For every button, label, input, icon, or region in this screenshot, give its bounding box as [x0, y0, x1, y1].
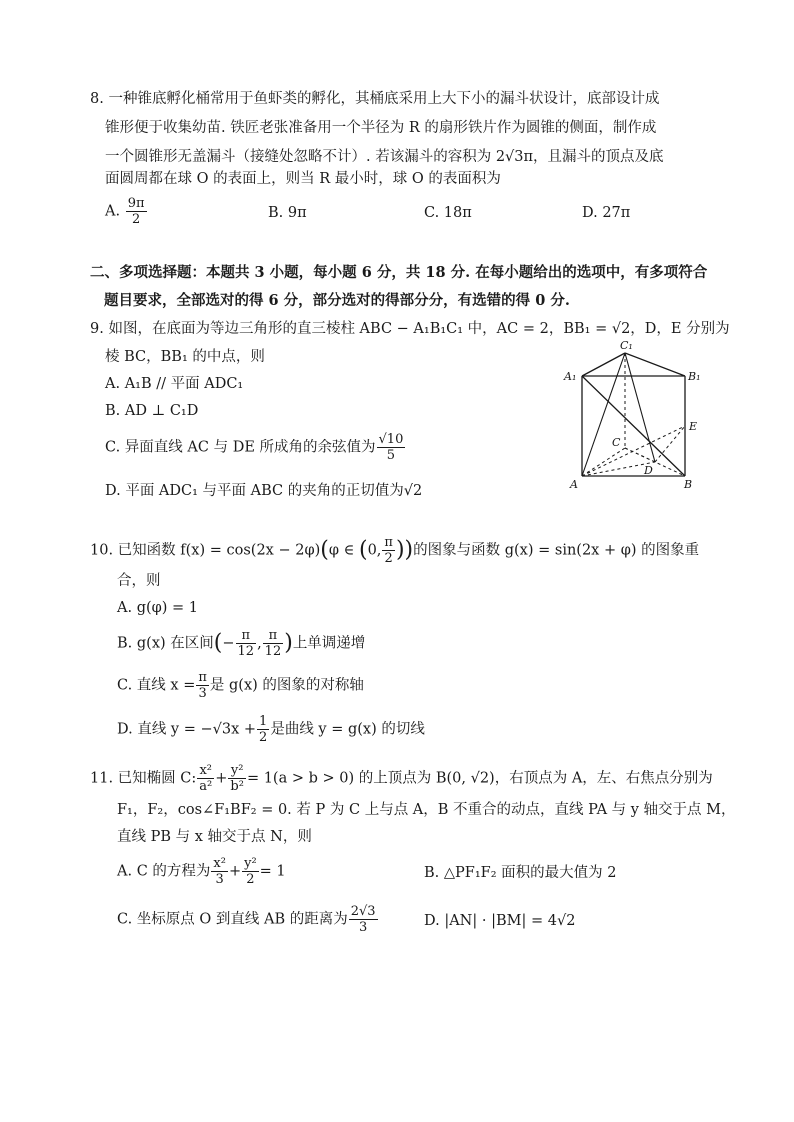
q11-option-a-2: 2 — [246, 872, 255, 887]
label-b1: B₁ — [688, 370, 701, 383]
q10-option-b: B. g(x) 在区间(− $\frac{\pi}{12}$ , $\frac{\pi}{12}$ )上单调递增 — [117, 628, 366, 659]
q10-option-c-text-a: C. 直线 x = — [117, 677, 196, 694]
label-d: D — [644, 464, 653, 477]
q11-line1-fraction-x — [197, 763, 214, 794]
q11-option-a: A. C 的方程为 $\frac{\text{x²}}{3}$ + $\frac{\text{y²}}{2}$ = 1 — [117, 856, 286, 887]
q11-option-a-text-a: A. C 的方程为 — [117, 863, 211, 880]
q9-option-d: D. 平面 ADC₁ 与平面 ABC 的夹角的正切值为√2 — [105, 483, 423, 499]
q10-option-d — [117, 714, 425, 745]
label-e: E — [689, 420, 698, 433]
q9-prism-figure — [560, 338, 710, 490]
q11-option-c-denominator: 3 — [359, 920, 368, 935]
q11-option-a-text-b: = 1 — [259, 863, 286, 880]
q10-option-b-num1: π — [236, 628, 257, 644]
q11-line1: 11. 已知椭圆 C: $\frac{\text{x²}}{\text{a²}}$ + $\frac{\text{y²}}{\text{b²}}$ = 1(a > b > 0) 的上顶点为 B(0, √2)，右顶点为 A，左、右焦点分别为 — [90, 763, 713, 794]
q9-line2: 棱 BC，BB₁ 的中点，则 — [105, 349, 265, 365]
q10-option-c-numerator: π — [198, 670, 207, 685]
q10-option-b-fraction-2 — [263, 628, 284, 659]
q11-option-a-3: 3 — [215, 872, 224, 887]
q11-option-c-numerator: 2√3 — [350, 904, 376, 919]
label-a1: A₁ — [564, 370, 577, 383]
q10-option-b-den2: 12 — [264, 644, 282, 659]
q11-a2: a² — [199, 779, 213, 794]
q9-option-a: A. A₁B // 平面 ADC₁ — [105, 376, 244, 392]
q9-option-c-denominator: 5 — [386, 448, 396, 463]
q10-option-c — [117, 670, 364, 701]
q8-option-a-label: A. — [105, 203, 121, 220]
q10-line1-b: φ ∈ — [328, 542, 355, 559]
q9-option-c-numerator: √10 — [378, 432, 404, 447]
label-c: C — [612, 436, 621, 449]
q11-option-a-fraction-x — [211, 856, 228, 887]
q11-line2: F₁，F₂，cos∠F₁BF₂ = 0. 若 P 为 C 上与点 A，B 不重合的动点，直线 PA 与 y 轴交于点 M， — [117, 802, 736, 818]
q11-x2: x² — [197, 763, 214, 779]
q11-option-a-x2: x² — [213, 856, 226, 871]
q8-option-c: C. 18π — [424, 205, 472, 221]
section2-line1: 二、多项选择题：本题共 3 小题，每小题 6 分，共 18 分. 在每小题给出的选项中，有多项符合 — [90, 264, 708, 281]
q10-line1-numerator: π — [384, 535, 393, 550]
q10-option-d-numerator: 1 — [259, 714, 268, 729]
q11-line1-a: 11. 已知椭圆 C: — [90, 770, 197, 787]
q10-option-d-text-b: 是曲线 y = g(x) 的切线 — [270, 721, 425, 738]
q11-y2: y² — [228, 763, 246, 779]
q9-option-c-text: C. 异面直线 AC 与 DE 所成角的余弦值为 — [105, 439, 376, 456]
q11-line1-b: = 1(a > b > 0) 的上顶点为 B(0, √2)，右顶点为 A，左、右焦点分别为 — [246, 770, 713, 787]
q8-option-a-fraction — [126, 196, 147, 227]
section2-line2: 题目要求，全部选对的得 6 分，部分选对的得部分分，有选错的得 0 分. — [104, 292, 570, 309]
q8-option-b: B. 9π — [268, 205, 307, 221]
q8-option-d: D. 27π — [582, 205, 631, 221]
q10-line1-d: 的图象与函数 g(x) = sin(2x + φ) 的图象重 — [413, 542, 700, 559]
label-b: B — [684, 478, 693, 490]
label-c1: C₁ — [620, 339, 633, 352]
q8-line4: 面圆周都在球 O 的表面上，则当 R 最小时，球 O 的表面积为 — [105, 171, 501, 187]
q10-option-b-num2: π — [263, 628, 284, 644]
q8-option-a — [105, 196, 148, 227]
q10-option-d-text-a: D. 直线 y = −√3x + — [117, 721, 257, 738]
q11-option-b: B. △PF₁F₂ 面积的最大值为 2 — [424, 865, 617, 881]
q11-option-a-y2: y² — [244, 856, 257, 871]
q10-option-b-text-b: 上单调递增 — [292, 635, 366, 652]
label-a: A — [570, 478, 578, 490]
q10-line2: 合，则 — [117, 573, 161, 589]
q8-option-a-denominator: 2 — [131, 212, 141, 227]
q8-line1: 8. 一种锥底孵化桶常用于鱼虾类的孵化，其桶底采用上大下小的漏斗状设计，底部设计成 — [90, 91, 660, 107]
q10-line1-fraction — [382, 535, 395, 566]
q11-option-a-fraction-y — [242, 856, 259, 887]
q10-option-c-denominator: 3 — [198, 686, 207, 701]
q9-option-c — [105, 432, 406, 463]
q10-option-d-denominator: 2 — [259, 730, 268, 745]
q10-option-c-text-b: 是 g(x) 的图象的对称轴 — [209, 677, 364, 694]
q10-line1-a: 10. 已知函数 f(x) = cos(2x − 2φ) — [90, 542, 321, 559]
q11-option-c — [117, 904, 379, 935]
q10-option-c-fraction — [196, 670, 209, 701]
q11-line3: 直线 PB 与 x 轴交于点 N，则 — [117, 829, 312, 845]
q11-option-c-text: C. 坐标原点 O 到直线 AB 的距离为 — [117, 911, 348, 928]
q8-option-a-numerator: 9π — [127, 196, 145, 211]
q9-option-c-fraction — [377, 432, 406, 463]
q11-option-c-fraction — [349, 904, 378, 935]
q10-option-b-fraction-1 — [236, 628, 257, 659]
q11-option-d: D. |AN| · |BM| = 4√2 — [424, 913, 576, 929]
q10-option-b-den1: 12 — [237, 644, 255, 659]
q10-line1-denominator: 2 — [384, 551, 393, 566]
q10-option-b-text-a: B. g(x) 在区间 — [117, 635, 214, 652]
q11-b2: b² — [230, 779, 244, 794]
q8-line3: 一个圆锥形无盖漏斗（接缝处忽略不计）. 若该漏斗的容积为 2√3π，且漏斗的顶点及底 — [105, 149, 664, 165]
q10-option-a: A. g(φ) = 1 — [117, 600, 199, 616]
q9-line1: 9. 如图，在底面为等边三角形的直三棱柱 ABC − A₁B₁C₁ 中，AC = 2，BB₁ = √2，D，E 分别为 — [90, 321, 730, 337]
q9-option-b: B. AD ⊥ C₁D — [105, 403, 199, 419]
q10-line1: 10. 已知函数 f(x) = cos(2x − 2φ)(φ ∈ (0, $\frac{\pi}{2}$ ))的图象与函数 g(x) = sin(2x + φ) 的图象重 — [90, 535, 700, 566]
q8-line2: 锥形便于收集幼苗. 铁匠老张准备用一个半径为 R 的扇形铁片作为圆锥的侧面，制作成 — [105, 120, 657, 136]
q10-line1-c: 0, — [367, 542, 382, 559]
q10-option-d-fraction — [257, 714, 269, 745]
q11-line1-fraction-y — [228, 763, 246, 794]
